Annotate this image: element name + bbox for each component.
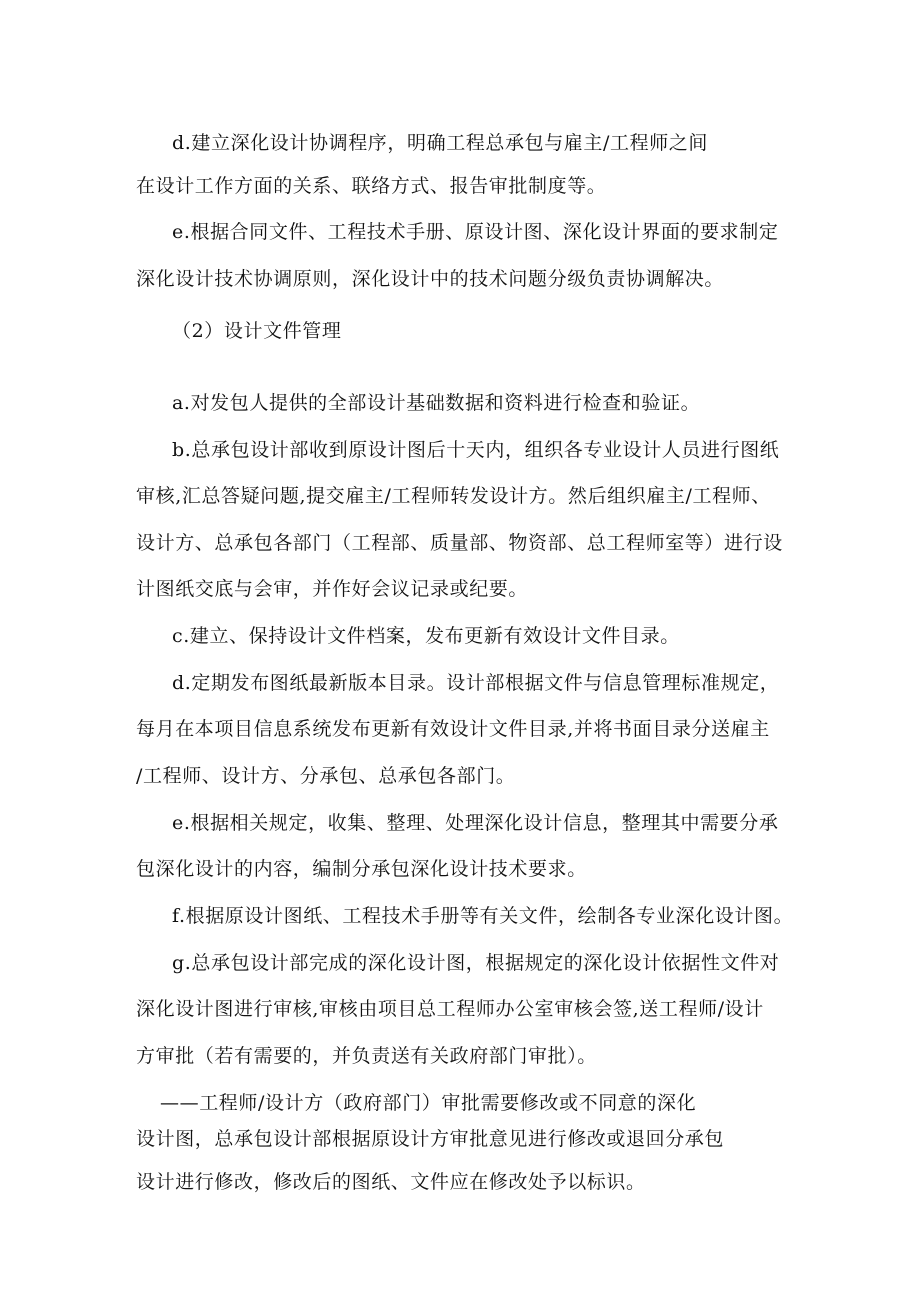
paragraph-line: d.定期发布图纸最新版本目录。设计部根据文件与信息管理标准规定， xyxy=(172,672,780,694)
paragraph-line: e.根据相关规定，收集、整理、处理深化设计信息，整理其中需要分承 xyxy=(172,812,779,834)
paragraph-line: f.根据原设计图纸、工程技术手册等有关文件，绘制各专业深化设计图。 xyxy=(172,905,794,927)
paragraph-line: g.总承包设计部完成的深化设计图，根据规定的深化设计依据性文件对 xyxy=(172,952,780,974)
paragraph-line: d.建立深化设计协调程序，明确工程总承包与雇主/工程师之间 xyxy=(172,132,709,154)
paragraph-line: a.对发包人提供的全部设计基础数据和资料进行检查和验证。 xyxy=(172,392,701,414)
paragraph-line: b.总承包设计部收到原设计图后十天内，组织各专业设计人员进行图纸 xyxy=(172,439,780,461)
paragraph-line: e.根据合同文件、工程技术手册、原设计图、深化设计界面的要求制定 xyxy=(172,221,779,243)
paragraph-line: 审核,汇总答疑问题,提交雇主/工程师转发设计方。然后组织雇主/工程师、 xyxy=(136,485,771,507)
paragraph-line: 方审批（若有需要的，并负责送有关政府部门审批）。 xyxy=(136,1045,597,1067)
paragraph-line: 包深化设计的内容，编制分承包深化设计技术要求。 xyxy=(136,858,587,880)
paragraph-line: 设计进行修改，修改后的图纸、文件应在修改处予以标识。 xyxy=(136,1171,646,1193)
paragraph-line: c.建立、保持设计文件档案，发布更新有效设计文件目录。 xyxy=(172,625,680,647)
section-heading: （2）设计文件管理 xyxy=(172,320,342,342)
paragraph-line: ——工程师/设计方（政府部门）审批需要修改或不同意的深化 xyxy=(160,1092,697,1114)
paragraph-line: 计图纸交底与会审，并作好会议记录或纪要。 xyxy=(136,578,529,600)
paragraph-line: 在设计工作方面的关系、联络方式、报告审批制度等。 xyxy=(136,175,607,197)
paragraph-line: 深化设计技术协调原则，深化设计中的技术问题分级负责协调解决。 xyxy=(136,268,725,290)
paragraph-line: /工程师、设计方、分承包、总承包各部门。 xyxy=(136,765,516,787)
paragraph-line: 每月在本项目信息系统发布更新有效设计文件目录,并将书面目录分送雇主 xyxy=(136,718,770,740)
paragraph-line: 设计方、总承包各部门（工程部、质量部、物资部、总工程师室等）进行设 xyxy=(136,532,783,554)
paragraph-line: 深化设计图进行审核,审核由项目总工程师办公室审核会签,送工程师/设计 xyxy=(136,998,764,1020)
paragraph-line: 设计图，总承包设计部根据原设计方审批意见进行修改或退回分承包 xyxy=(136,1128,725,1150)
